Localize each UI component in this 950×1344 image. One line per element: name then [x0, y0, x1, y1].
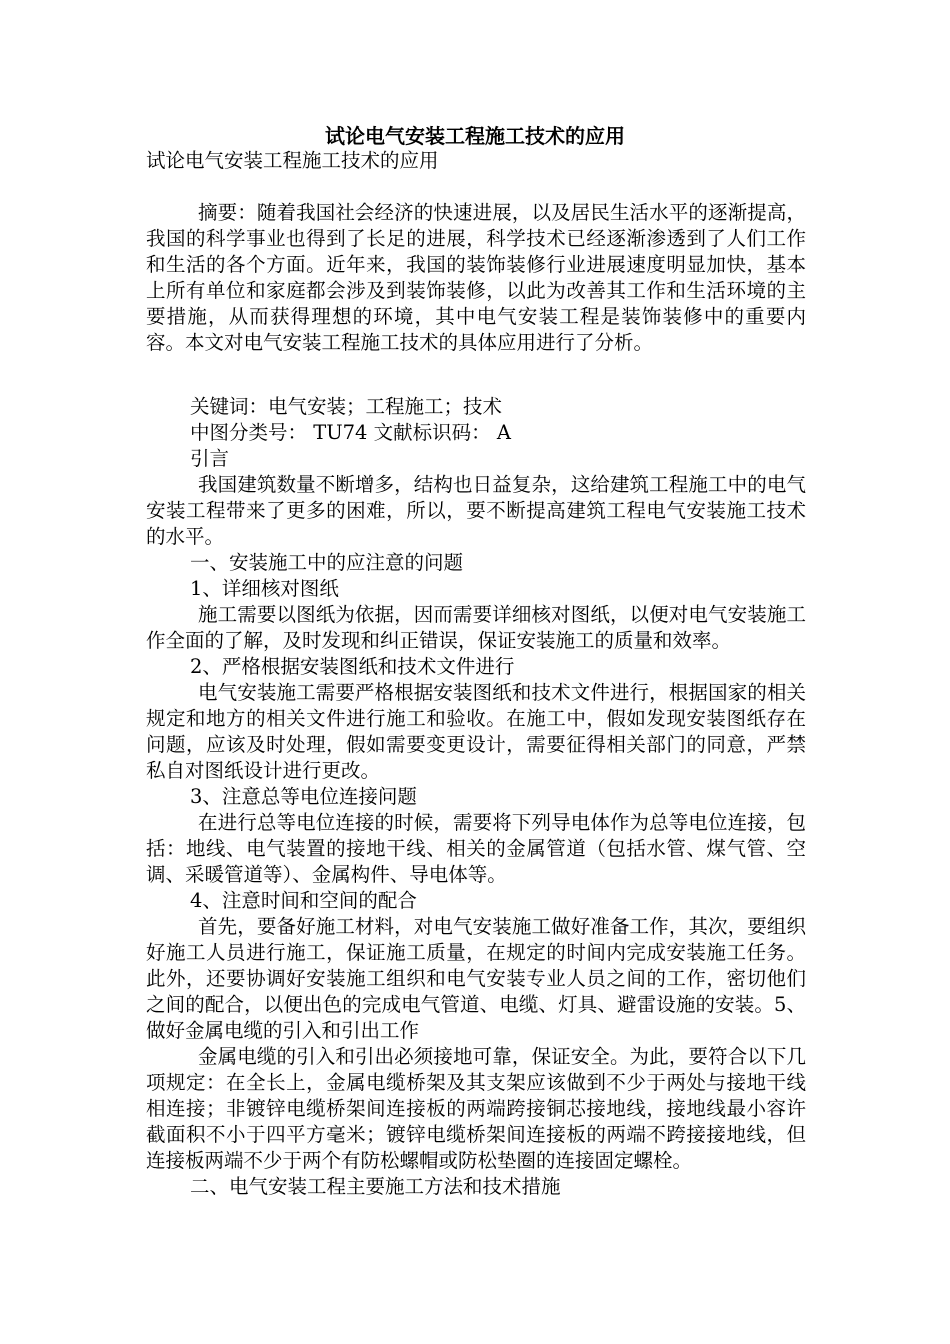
section-1-heading: 一、安装施工中的应注意的问题	[190, 551, 464, 574]
subsection-1-3-paragraph: 在进行总等电位连接的时候，需要将下列导电体作为总等电位连接，包括：地线、电气装置的接地干线、相关的金属管道（包括水管、煤气管、空调、采暖管道等）、金属构件、导电体等。	[146, 811, 806, 886]
subsection-1-5-paragraph: 金属电缆的引入和引出必须接地可靠，保证安全。为此，要符合以下几项规定：在全长上，金属电缆桥架及其支架应该做到不少于两处与接地干线相连接；非镀锌电缆桥架间连接板的两端跨接铜芯接地线，接地线最小容许截面积不小于四平方毫米；镀锌电缆桥架间连接板的两端不跨接接地线，但连接板两端不少于两个有防松螺帽或防松垫圈的连接固定螺栓。	[146, 1045, 806, 1172]
document-body	[146, 148, 806, 1200]
subsection-1-3-heading: 3、注意总等电位连接问题	[190, 785, 417, 808]
document-subtitle: 试论电气安装工程施工技术的应用	[146, 149, 439, 172]
intro-paragraph: 我国建筑数量不断增多，结构也日益复杂，这给建筑工程施工中的电气安装工程带来了更多的困难，所以，要不断提高建筑工程电气安装施工技术的水平。	[146, 473, 806, 548]
keywords-line: 关键词：电气安装；工程施工；技术	[190, 395, 503, 418]
subsection-1-4-paragraph: 首先，要备好施工材料，对电气安装施工做好准备工作，其次，要组织好施工人员进行施工，保证施工质量，在规定的时间内完成安装施工任务。此外，还要协调好安装施工组织和电气安装专业人员之间的工作，密切他们之间的配合，以便出色的完成电气管道、电缆、灯具、避雷设施的安装。5、做好金属电缆的引入和引出工作	[146, 915, 806, 1042]
subsection-1-4-heading: 4、注意时间和空间的配合	[190, 889, 417, 912]
abstract-paragraph: 摘要：随着我国社会经济的快速进展，以及居民生活水平的逐渐提高，我国的科学事业也得到了长足的进展，科学技术已经逐渐渗透到了人们工作和生活的各个方面。近年来，我国的装饰装修行业进展速度明显加快，基本上所有单位和家庭都会涉及到装饰装修，以此为改善其工作和生活环境的主要措施，从而获得理想的环境，其中电气安装工程是装饰装修中的重要内容。本文对电气安装工程施工技术的具体应用进行了分析。	[146, 201, 806, 354]
document-title: 试论电气安装工程施工技术的应用	[325, 124, 625, 148]
subsection-1-2-heading: 2、严格根据安装图纸和技术文件进行	[190, 655, 515, 678]
subsection-1-2-paragraph: 电气安装施工需要严格根据安装图纸和技术文件进行，根据国家的相关规定和地方的相关文件进行施工和验收。在施工中，假如发现安装图纸存在问题，应该及时处理，假如需要变更设计，需要征得相关部门的同意，严禁私自对图纸设计进行更改。	[146, 681, 806, 782]
classification-line: 中图分类号： TU74 文献标识码： A	[190, 421, 511, 444]
subsection-1-1-heading: 1、详细核对图纸	[190, 577, 339, 600]
intro-heading: 引言	[190, 447, 230, 470]
subsection-1-1-paragraph: 施工需要以图纸为依据，因而需要详细核对图纸，以便对电气安装施工作全面的了解，及时发现和纠正错误，保证安装施工的质量和效率。	[146, 603, 806, 652]
section-2-heading: 二、电气安装工程主要施工方法和技术措施	[190, 1175, 561, 1198]
